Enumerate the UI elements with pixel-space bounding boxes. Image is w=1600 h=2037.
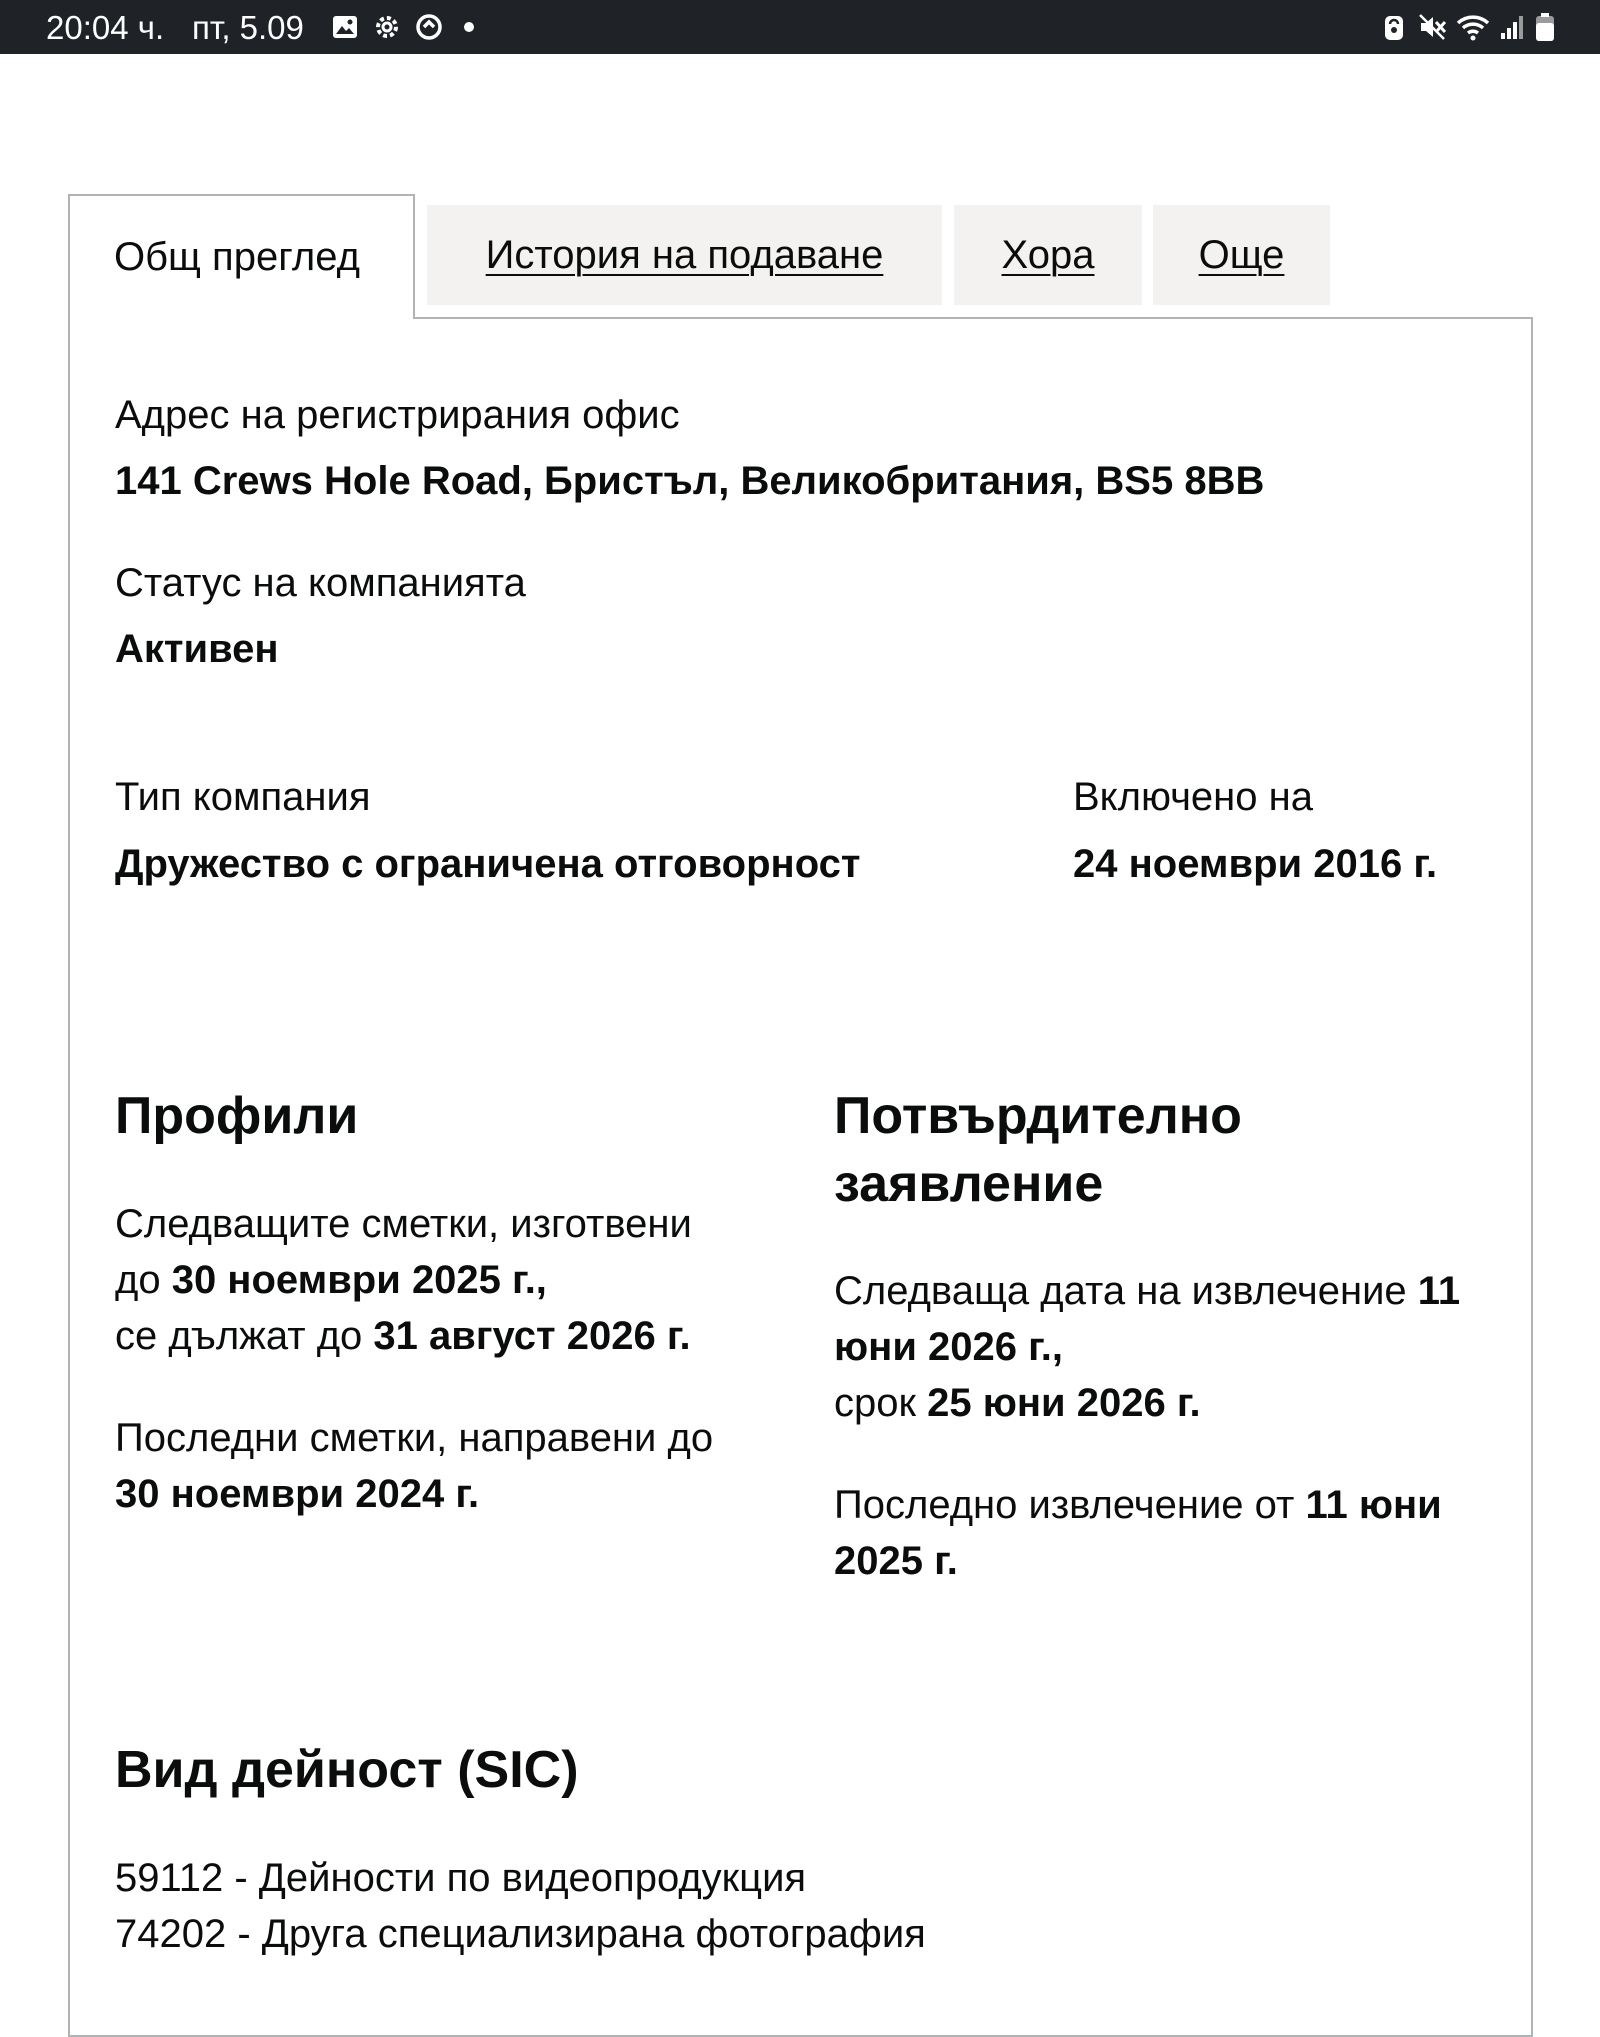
accounts-next-made-up-to: 30 ноември 2025 г., [171, 1258, 547, 1302]
confirmation-heading-line-1: Потвърдително [834, 1087, 1242, 1145]
tab-more[interactable]: Още [1153, 205, 1330, 305]
accounts-next-prefix: до [115, 1258, 172, 1302]
confirmation-next-day: 11 [1417, 1269, 1461, 1313]
confirmation-last-line-2 [834, 1533, 958, 1589]
accounts-last-text: Последни сметки, направени до [115, 1416, 714, 1460]
confirmation-next-line-2 [834, 1319, 1063, 1375]
tab-filing-history[interactable]: История на подаване [427, 205, 942, 305]
status-date: пт, 5.09 [192, 9, 304, 46]
dot-icon [459, 12, 489, 42]
accounts-next-text: Следващите сметки, изготвени [115, 1202, 692, 1246]
confirmation-due-prefix: срок [834, 1381, 928, 1425]
registered-office-value: 141 Crews Hole Road, Бристъл, Великобритания, BS5 8BB [115, 459, 1265, 503]
confirmation-next-prefix: Следваща дата на извлечение [834, 1269, 1418, 1313]
accounts-last-date: 30 ноември 2024 г. [115, 1472, 480, 1516]
accounts-next-line-3 [115, 1308, 691, 1364]
status-time: 20:04 ч. [46, 9, 165, 46]
confirmation-last-prefix: Последно извлечение от [834, 1483, 1306, 1527]
tab-people[interactable]: Хора [954, 205, 1142, 305]
signal-icon [1497, 12, 1527, 42]
status-bar [0, 0, 1600, 54]
sic-item: 59112 - Дейности по видеопродукция [115, 1856, 807, 1900]
battery-icon [1534, 12, 1556, 42]
tab-overview[interactable]: Общ преглед [68, 194, 415, 319]
incorporated-label: Включено на [1073, 775, 1313, 819]
gear-icon [372, 12, 402, 42]
confirmation-last-day-month: 11 юни [1305, 1483, 1442, 1527]
mute-icon [1417, 12, 1447, 42]
company-status-value: Активен [115, 627, 279, 671]
accounts-next-line-2 [115, 1252, 547, 1308]
sync-icon [414, 12, 444, 42]
confirmation-last-year: 2025 г. [834, 1539, 958, 1583]
accounts-heading: Профили [115, 1087, 359, 1145]
accounts-last-line-1 [115, 1410, 713, 1466]
confirmation-next-month-year: юни 2026 г., [834, 1325, 1064, 1369]
confirmation-heading-line-2: заявление [834, 1155, 1104, 1213]
company-status-label: Статус на компанията [115, 561, 526, 605]
accounts-due-prefix: се дължат до [115, 1314, 374, 1358]
company-type-label: Тип компания [115, 775, 371, 819]
confirmation-next-line-3 [834, 1375, 1201, 1431]
confirmation-due-date: 25 юни 2026 г. [927, 1381, 1201, 1425]
confirmation-last-line-1 [834, 1477, 1442, 1533]
sic-item: 74202 - Друга специализирана фотография [115, 1912, 926, 1956]
incorporated-value: 24 ноември 2016 г. [1073, 842, 1438, 886]
image-icon [330, 12, 360, 42]
company-type-value: Дружество с ограничена отговорност [115, 842, 861, 886]
accounts-last-line-2 [115, 1466, 479, 1522]
wifi-icon [1455, 12, 1491, 42]
lock-icon [1379, 12, 1409, 42]
accounts-next-line-1 [115, 1196, 692, 1252]
registered-office-label: Адрес на регистрирания офис [115, 393, 680, 437]
accounts-due-date: 31 август 2026 г. [373, 1314, 691, 1358]
sic-heading: Вид дейност (SIC) [115, 1741, 579, 1799]
confirmation-next-line-1 [834, 1263, 1460, 1319]
